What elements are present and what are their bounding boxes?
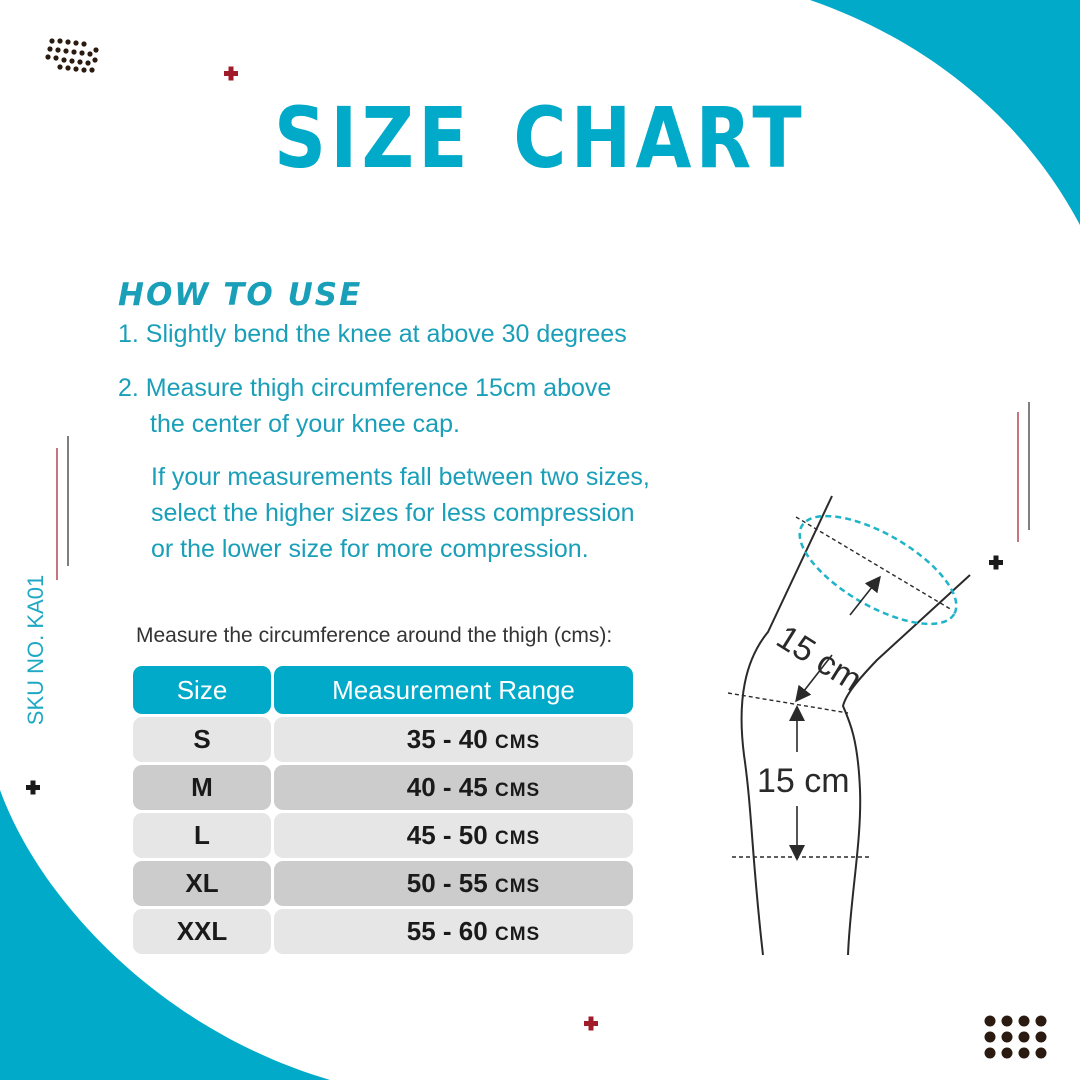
plus-icon-red-bottom [584, 1017, 598, 1031]
range-value: 50 - 55 [406, 868, 488, 898]
measure-label: Measure the circumference around the thigh (cms): [136, 624, 613, 647]
dot-grid-icon-bottom [985, 1016, 1047, 1059]
how-to-use-heading: HOW TO USE [118, 277, 363, 313]
table-row [133, 765, 633, 810]
instruction-step-2 [118, 370, 678, 442]
range-cell [274, 909, 633, 954]
sku-number: SKU NO. KA01 [23, 574, 48, 726]
table-row [133, 813, 633, 858]
leg-outline-front [843, 575, 970, 955]
thigh-measure-ellipse [784, 495, 972, 645]
instruction-step-2-line1: 2. Measure thigh circumference 15cm above [118, 374, 612, 402]
range-value: 40 - 45 [406, 772, 488, 802]
table-row [133, 717, 633, 762]
instruction-step-2-line2: the center of your knee cap. [150, 410, 460, 438]
range-unit: CMS [494, 732, 541, 753]
instruction-step-1: 1. Slightly bend the knee at above 30 degrees [118, 320, 627, 348]
size-cell: XXL [133, 909, 271, 954]
dot-grid-icon [45, 38, 98, 72]
range-unit: CMS [494, 780, 541, 801]
header-size: Size [133, 666, 271, 714]
table-header-row [133, 666, 633, 714]
vertical-lines-left [57, 436, 68, 580]
plus-icon-dark-left [26, 781, 40, 795]
size-cell: L [133, 813, 271, 858]
range-unit: CMS [494, 876, 541, 897]
header-measurement-range: Measurement Range [274, 666, 633, 714]
page-title: SIZE CHART [274, 89, 806, 187]
range-value: 55 - 60 [406, 916, 488, 946]
table-row [133, 909, 633, 954]
knee-diagram-icon [700, 480, 1000, 980]
lower-dimension-label: 15 cm [757, 762, 850, 800]
plus-icon-red-top [224, 67, 238, 81]
range-cell [274, 717, 633, 762]
leg-outline-back [742, 496, 832, 955]
upper-dimension-label: 15 cm [769, 618, 869, 700]
range-cell [274, 861, 633, 906]
size-cell: S [133, 717, 271, 762]
range-cell [274, 813, 633, 858]
range-unit: CMS [494, 828, 541, 849]
size-selection-note: If your measurements fall between two sizes, select the higher sizes for less compression or the lower size for more compression. [151, 463, 650, 563]
range-unit: CMS [494, 924, 541, 945]
size-cell: XL [133, 861, 271, 906]
table-row [133, 861, 633, 906]
arrow-icon [850, 582, 876, 615]
range-value: 45 - 50 [406, 820, 488, 850]
vertical-lines-right [1018, 402, 1029, 542]
knee-center-dashed-line [728, 693, 848, 713]
size-table [133, 666, 633, 957]
range-cell [274, 765, 633, 810]
size-cell: M [133, 765, 271, 810]
range-value: 35 - 40 [406, 724, 488, 754]
